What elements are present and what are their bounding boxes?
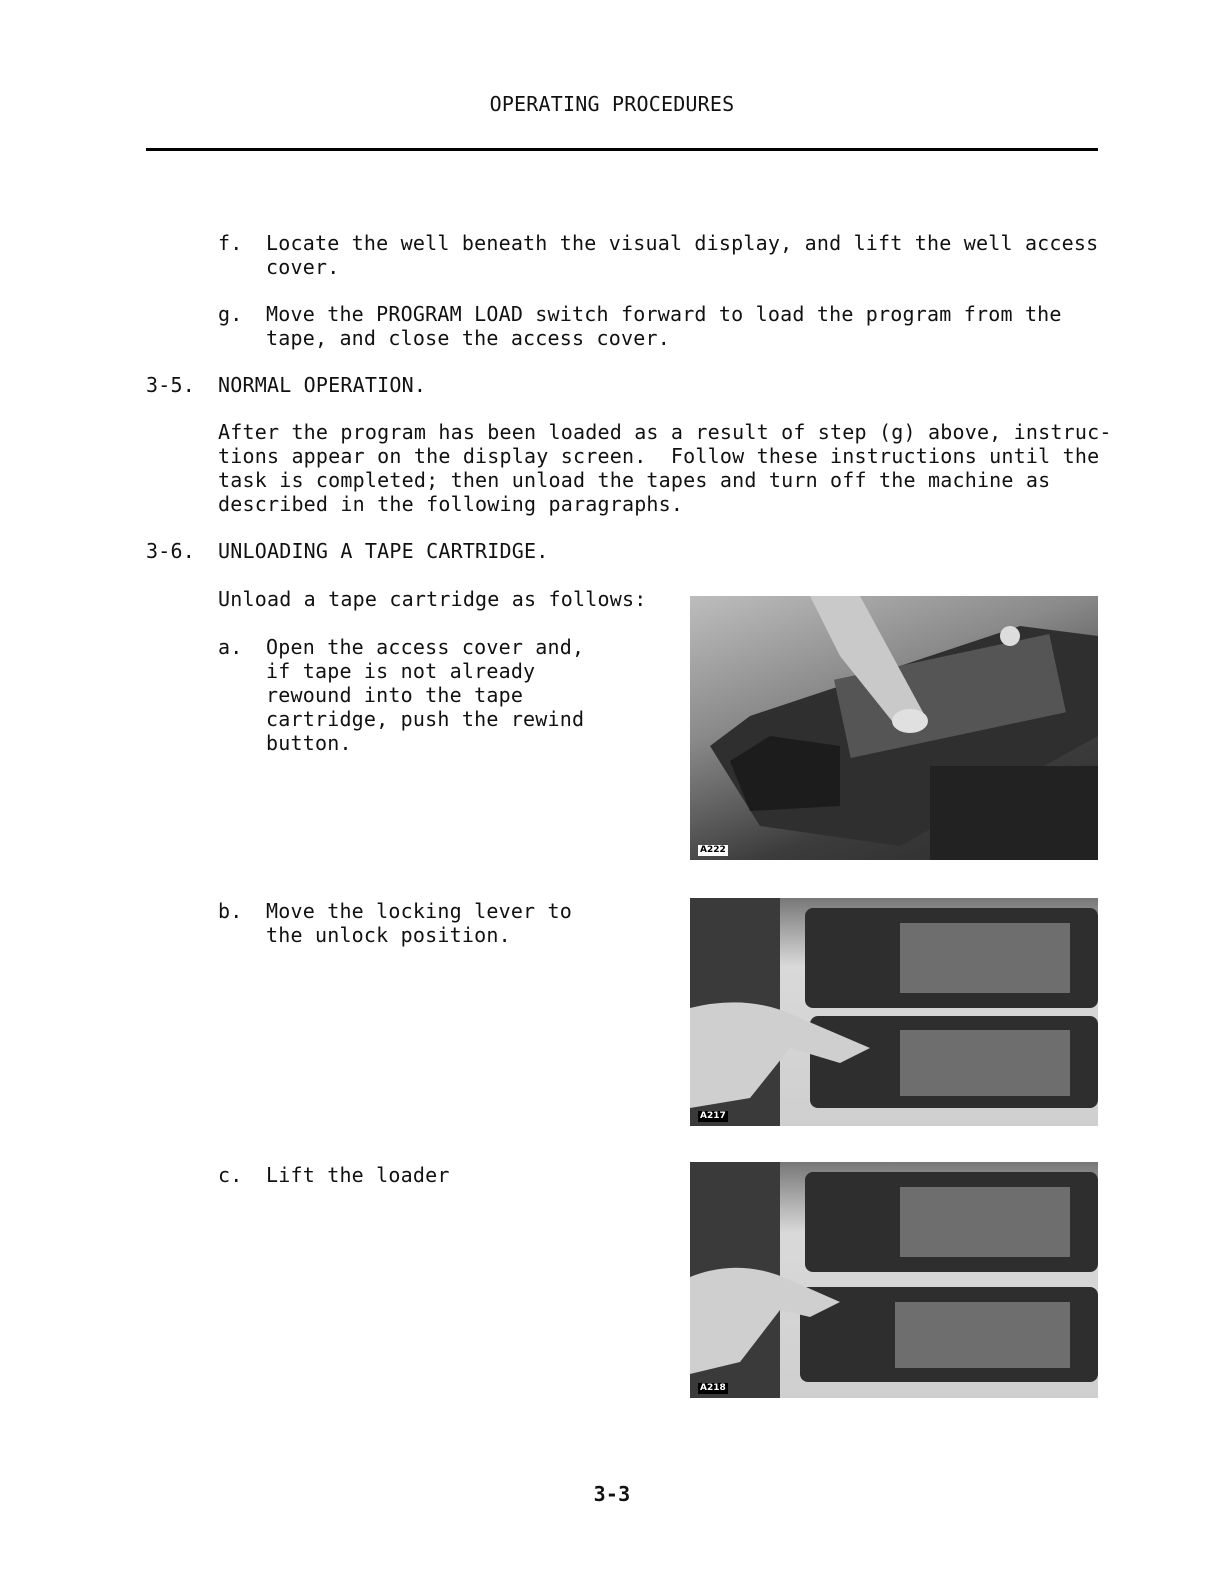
- step-text-line: if tape is not already: [266, 659, 536, 683]
- figure-id: A222: [700, 845, 726, 855]
- step-text-line: tape, and close the access cover.: [266, 326, 670, 350]
- step-label: f.: [218, 231, 243, 255]
- step-text-line: Move the PROGRAM LOAD switch forward to load the program from the: [266, 302, 1062, 326]
- running-header: OPERATING PROCEDURES: [489, 92, 735, 116]
- step-text-line: rewound into the tape: [266, 683, 524, 707]
- figure-id: A217: [700, 1111, 726, 1121]
- section-title: NORMAL OPERATION.: [218, 373, 427, 397]
- step-text-line: Lift the loader: [266, 1163, 450, 1187]
- section-number: 3-6.: [146, 539, 195, 563]
- photo-hand-lifting-loader-icon: [690, 1162, 1098, 1398]
- step-label: b.: [218, 899, 243, 923]
- paragraph-line: task is completed; then unload the tapes and turn off the machine as: [218, 468, 1051, 492]
- photo-hand-moving-locking-lever-icon: [690, 898, 1098, 1126]
- photo-hand-pressing-rewind-button-icon: [690, 596, 1098, 860]
- figure-a222: [690, 596, 1098, 860]
- figure-id: A218: [700, 1383, 726, 1393]
- step-label: a.: [218, 635, 243, 659]
- paragraph-line: described in the following paragraphs.: [218, 492, 684, 516]
- paragraph-line: tions appear on the display screen. Follow these instructions until the: [218, 444, 1100, 468]
- page-number: 3-3: [593, 1482, 631, 1506]
- step-label: c.: [218, 1163, 243, 1187]
- step-text-line: button.: [266, 731, 352, 755]
- step-text-line: cartridge, push the rewind: [266, 707, 585, 731]
- step-label: g.: [218, 302, 243, 326]
- step-text-line: Locate the well beneath the visual display, and lift the well access: [266, 231, 1099, 255]
- figure-a218: [690, 1162, 1098, 1398]
- section-number: 3-5.: [146, 373, 195, 397]
- step-text-line: the unlock position.: [266, 923, 511, 947]
- paragraph-line: After the program has been loaded as a result of step (g) above, instruc-: [218, 420, 1112, 444]
- step-text-line: Open the access cover and,: [266, 635, 585, 659]
- section-title: UNLOADING A TAPE CARTRIDGE.: [218, 539, 549, 563]
- figure-a217: [690, 898, 1098, 1126]
- step-text-line: cover.: [266, 255, 340, 279]
- section-intro: Unload a tape cartridge as follows:: [218, 587, 647, 611]
- header-rule: [146, 148, 1098, 151]
- step-text-line: Move the locking lever to: [266, 899, 573, 923]
